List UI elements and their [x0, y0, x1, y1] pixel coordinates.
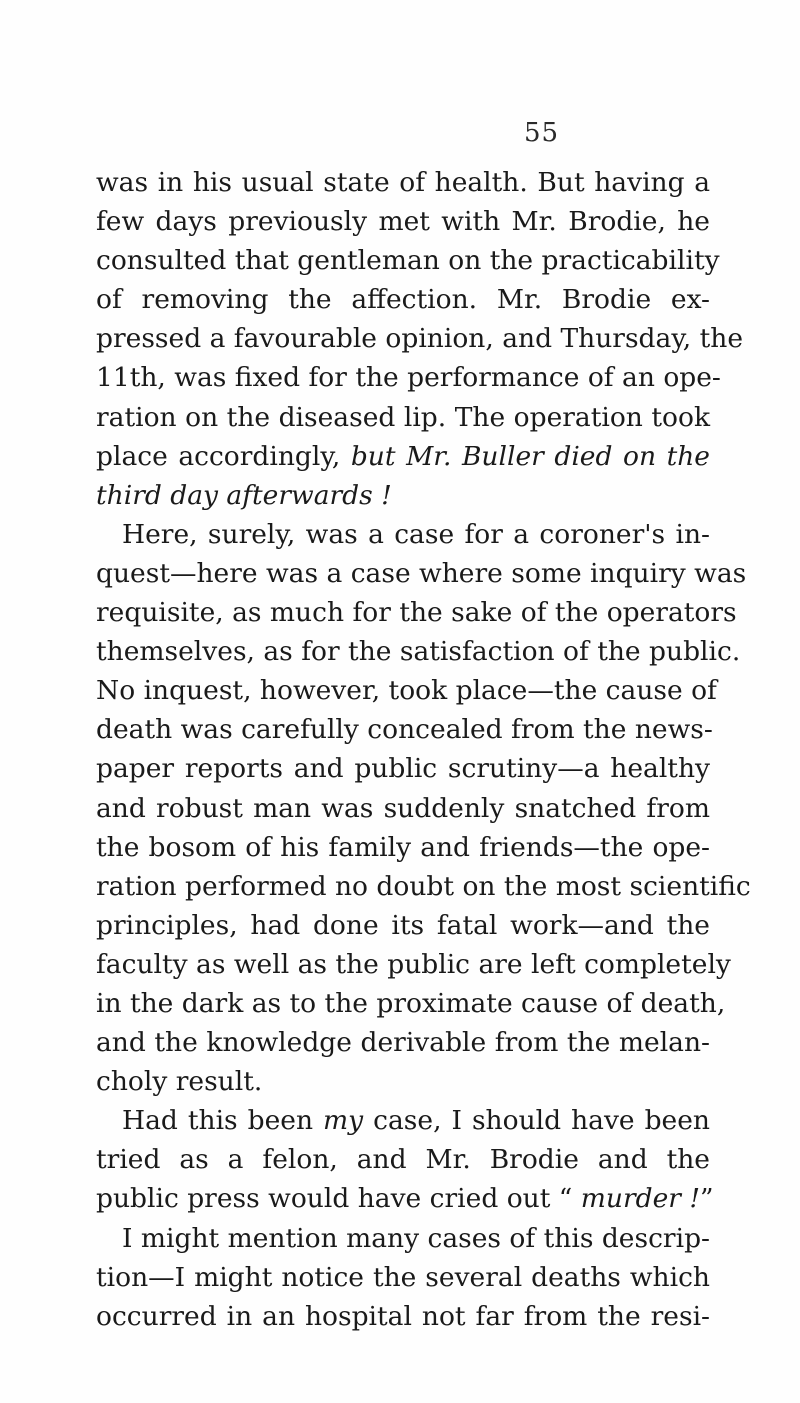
text-line [96, 1023, 710, 1062]
text-run: and robust man was suddenly snatched from [96, 792, 710, 824]
text-line [96, 749, 710, 788]
text-run: principles, had done its fatal work—and the [96, 909, 710, 941]
text-line [96, 1140, 710, 1179]
text-run: faculty as well as the public are left completely [96, 948, 731, 980]
text-line [96, 1258, 710, 1297]
text-line [96, 163, 710, 202]
body-text [96, 163, 751, 1336]
text-line [96, 280, 710, 319]
text-run: themselves, as for the satisfaction of the public. [96, 636, 741, 668]
text-line [96, 1062, 710, 1101]
page-number: 55 [524, 118, 560, 148]
text-run: of removing the affection. Mr. Brodie ex- [96, 284, 710, 316]
text-line [96, 984, 726, 1023]
text-line [96, 476, 710, 515]
text-run: death was carefully concealed from the news- [96, 714, 713, 746]
text-line [96, 867, 751, 906]
text-run: Had this been [122, 1105, 324, 1137]
text-run: 11th, was fixed for the performance of an ope- [96, 362, 721, 394]
text-run: Here, surely, was a case for a coroner's in- [122, 518, 710, 550]
text-line [96, 358, 721, 397]
text-line [96, 789, 710, 828]
italic-text: my [323, 1105, 364, 1137]
text-run: public press would have cried out “ [96, 1183, 581, 1215]
text-line [96, 319, 744, 358]
text-line [96, 710, 713, 749]
text-line [96, 945, 731, 984]
text-line [96, 671, 717, 710]
text-line [96, 1101, 710, 1140]
italic-text: but Mr. Buller died on the [350, 440, 710, 472]
italic-text: murder ! [580, 1183, 701, 1215]
text-line [96, 241, 720, 280]
text-run: in the dark as to the proximate cause of death, [96, 987, 726, 1019]
text-run: No inquest, however, took place—the cause of [96, 675, 717, 707]
text-line [96, 437, 710, 476]
text-run: paper reports and public scrutiny—a healthy [96, 753, 710, 785]
text-run: choly result. [96, 1066, 263, 1098]
text-line [96, 398, 710, 437]
text-line [96, 828, 710, 867]
text-run: ration on the diseased lip. The operation took [96, 401, 710, 433]
text-run: tried as a felon, and Mr. Brodie and the [96, 1144, 710, 1176]
text-line [96, 554, 747, 593]
text-line [96, 1179, 714, 1218]
text-line [96, 632, 741, 671]
text-line [96, 1297, 710, 1336]
text-run: place accordingly, [96, 440, 351, 472]
text-line [96, 593, 737, 632]
italic-text: third day afterwards ! [96, 479, 392, 511]
text-run: was in his usual state of health. But having a [96, 167, 710, 198]
text-run: occurred in an hospital not far from the resi- [96, 1300, 710, 1332]
text-run: the bosom of his family and friends—the ope- [96, 831, 710, 863]
text-run: and the knowledge derivable from the melan- [96, 1027, 710, 1059]
text-line [96, 1219, 710, 1258]
text-run: I might mention many cases of this descrip- [122, 1222, 710, 1254]
text-line [96, 906, 710, 945]
text-run: few days previously met with Mr. Brodie, he [96, 206, 710, 238]
text-run: quest—here was a case where some inquiry was [96, 557, 747, 589]
text-run: case, I should have been [363, 1105, 710, 1137]
text-run: pressed a favourable opinion, and Thursday, the [96, 323, 744, 355]
text-run: ” [700, 1183, 714, 1215]
text-run: requisite, as much for the sake of the operators [96, 597, 737, 629]
text-line [96, 202, 710, 241]
text-run: tion—I might notice the several deaths which [96, 1261, 710, 1293]
text-run: consulted that gentleman on the practicability [96, 245, 720, 277]
text-line [96, 515, 710, 554]
text-run: ration performed no doubt on the most scientific [96, 870, 751, 902]
